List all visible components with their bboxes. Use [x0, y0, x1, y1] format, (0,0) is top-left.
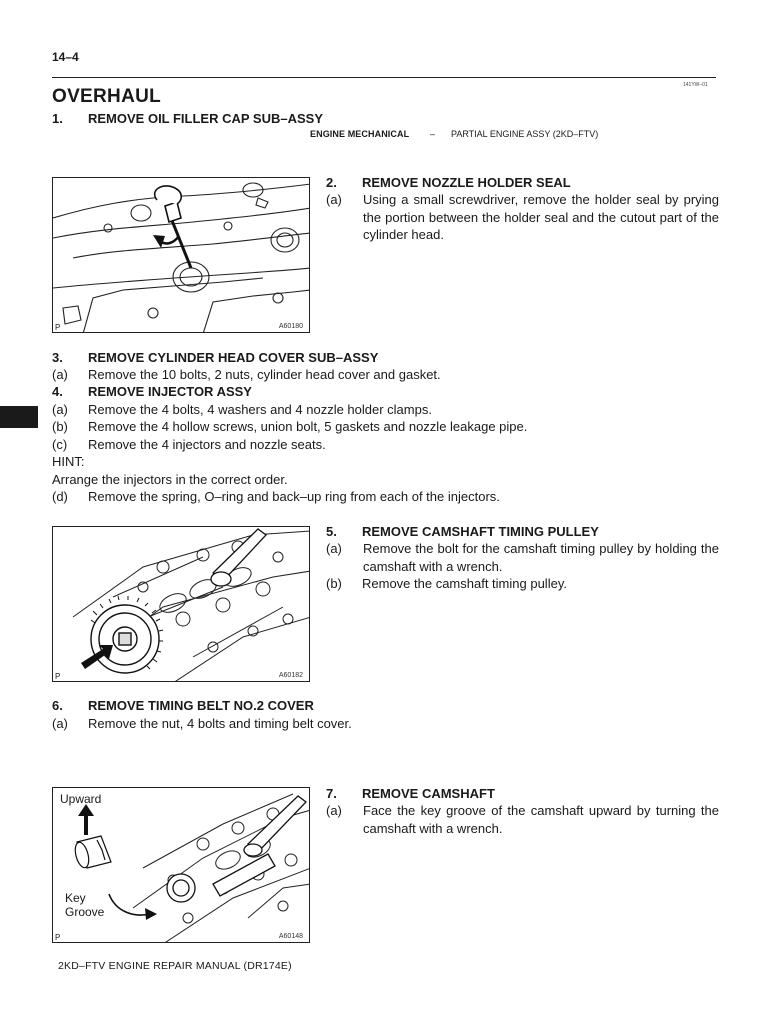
engine-illustration-1	[53, 178, 310, 333]
page-number: 14–4	[52, 50, 79, 64]
figure-nozzle-holder-seal	[52, 177, 310, 333]
step-4-hint-label: HINT:	[52, 454, 85, 469]
figure-code: A60182	[278, 672, 303, 679]
step-7a-text: Face the key groove of the camshaft upward by turning the camshaft with a wrench.	[363, 803, 719, 836]
step-2a-text: Using a small screwdriver, remove the holder seal by prying the portion between the holder seal and the cutout part of the cylinder head.	[363, 192, 719, 242]
doc-code: 141YW–01	[683, 82, 708, 88]
figure-remove-camshaft	[52, 787, 310, 943]
figure-code: A60180	[278, 323, 303, 330]
engine-illustration-3	[53, 788, 310, 943]
footer: 2KD–FTV ENGINE REPAIR MANUAL (DR174E)	[58, 960, 292, 972]
figure-camshaft-timing-pulley	[52, 526, 310, 682]
subsection-title: PARTIAL ENGINE ASSY (2KD–FTV)	[451, 129, 599, 139]
chapter-tab-marker	[0, 406, 38, 428]
figure-p-marker: P	[55, 672, 61, 681]
figure-p-marker: P	[55, 323, 61, 332]
label-key: Key	[65, 891, 86, 905]
label-upward: Upward	[60, 792, 102, 806]
engine-illustration-2	[53, 527, 310, 682]
figure-code: A60148	[278, 933, 303, 940]
label-groove: Groove	[65, 905, 105, 919]
section-title: ENGINE MECHANICAL	[310, 129, 410, 139]
step-4-hint-text: Arrange the injectors in the correct order.	[52, 472, 288, 487]
page-title: OVERHAUL	[52, 86, 162, 107]
section-separator: –	[430, 129, 436, 139]
figure-p-marker: P	[55, 933, 61, 942]
step-5a-text: Remove the bolt for the camshaft timing pulley by holding the camshaft with a wrench.	[363, 541, 719, 574]
